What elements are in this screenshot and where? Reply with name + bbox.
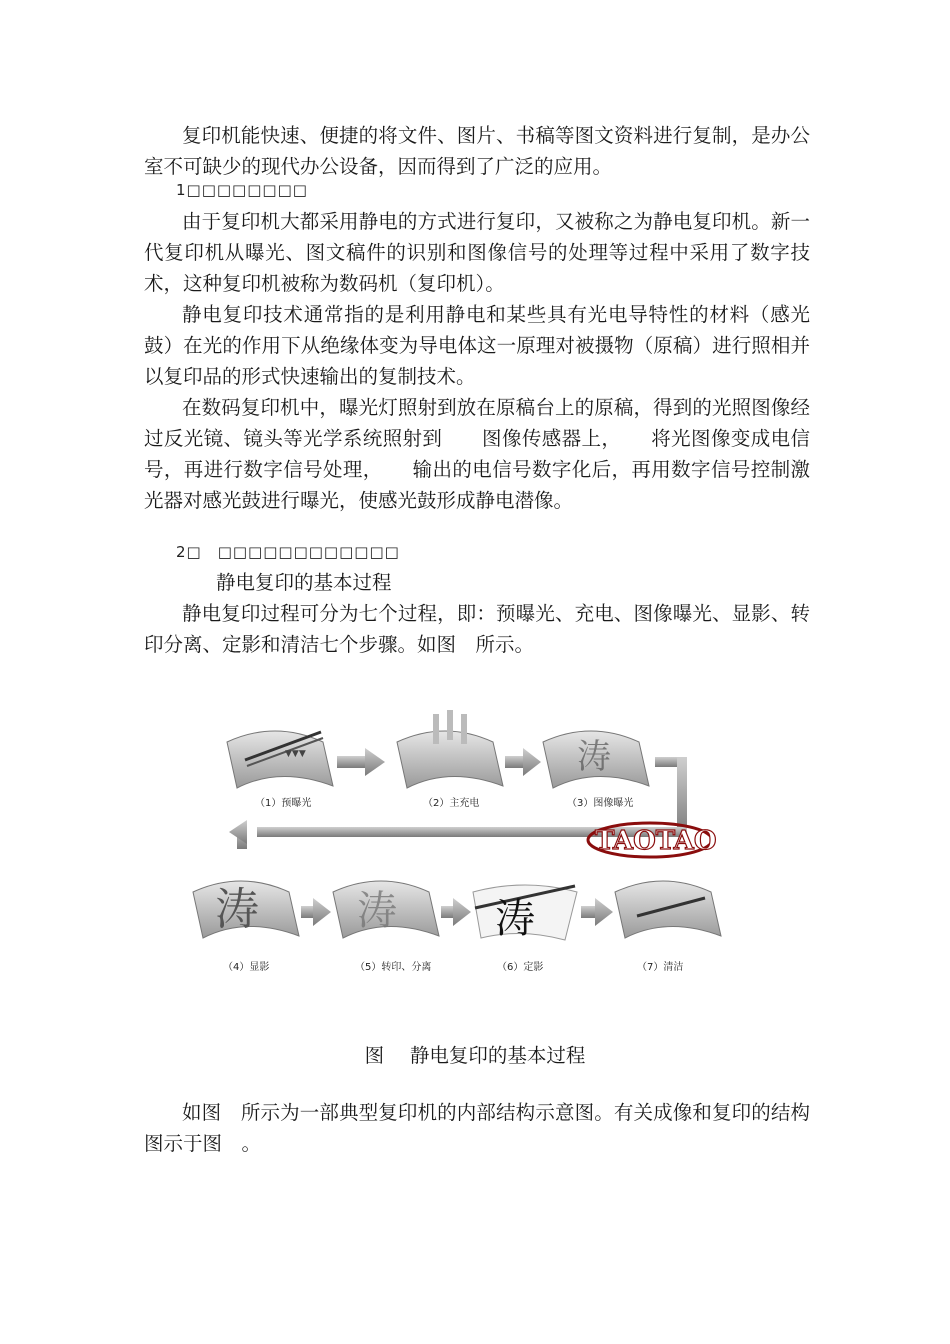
- logo-text: TAOTAO: [595, 826, 717, 856]
- paragraph-5: 如图 所示为一部典型复印机的内部结构示意图。有关成像和复印的结构图示于图 。: [144, 1101, 810, 1155]
- step-label-1: （1）预曝光: [255, 798, 312, 809]
- arrow-6-7: [581, 898, 613, 926]
- glyph-4: 涛: [215, 884, 259, 935]
- step-label-4: （4）显影: [223, 962, 270, 973]
- section-heading-1: 1□□□□□□□□: [176, 181, 308, 199]
- step-5-drum: [333, 881, 439, 938]
- paragraph-2: 静电复印技术通常指的是利用静电和某些具有光电导特性的材料（感光鼓）在光的作用下从绝缘体变为导电体这一原理对被摄物（原稿）进行照相并以复印品的形式快速输出的复制技术。: [144, 303, 810, 388]
- process-figure: [185, 702, 765, 992]
- section-heading-2: 2□ □□□□□□□□□□□□: [176, 543, 400, 561]
- step-label-3: （3）图像曝光: [567, 798, 634, 809]
- subheading: 静电复印的基本过程: [216, 571, 392, 594]
- paragraph-3: 在数码复印机中，曝光灯照射到放在原稿台上的原稿，得到的光照图像经过反光镜、镜头等光学系统照射到 图像传感器上， 将光图像变成电信号，再进行数字信号处理， 输出的电信号数字化后，再用数字信号控制激光器对感光鼓进行曝光，使感光鼓形成静电潜像。: [144, 396, 810, 512]
- step-label-5: （5）转印、分离: [355, 962, 432, 973]
- arrow-2-3: [505, 748, 541, 776]
- step-1-drum: [227, 731, 333, 788]
- step-2-drum: [397, 710, 503, 788]
- paragraph-4: 静电复印过程可分为七个过程，即：预曝光、充电、图像曝光、显影、转印分离、定影和清洁七个步骤。如图 所示。: [144, 602, 810, 656]
- step-7-drum: [615, 881, 721, 938]
- figure-caption: 图 静电复印的基本过程: [364, 1044, 586, 1067]
- step-3-drum: [543, 731, 649, 788]
- step-label-6: （6）定影: [497, 962, 544, 973]
- taotao-logo: [588, 823, 717, 857]
- step-label-7: （7）清洁: [637, 962, 684, 973]
- arrow-1-2: [337, 748, 385, 776]
- glyph-6: 涛: [495, 896, 535, 942]
- step-4-drum: [193, 881, 299, 938]
- paragraph-1: 由于复印机大都采用静电的方式进行复印，又被称之为静电复印机。新一代复印机从曝光、图文稿件的识别和图像信号的处理等过程中采用了数字技术，这种复印机被称为数码机（复印机）。: [144, 210, 810, 295]
- paragraph-intro: 复印机能快速、便捷的将文件、图片、书稿等图文资料进行复制，是办公室不可缺少的现代办公设备，因而得到了广泛的应用。: [144, 124, 810, 178]
- arrow-5-6: [441, 898, 471, 926]
- step-6-sheet: [473, 885, 577, 942]
- glyph-3: 涛: [577, 737, 611, 777]
- step-label-2: （2）主充电: [423, 798, 480, 809]
- svg-text:▼▼▼: ▼▼▼: [285, 749, 306, 759]
- arrow-4-5: [301, 898, 331, 926]
- glyph-5: 涛: [357, 888, 397, 934]
